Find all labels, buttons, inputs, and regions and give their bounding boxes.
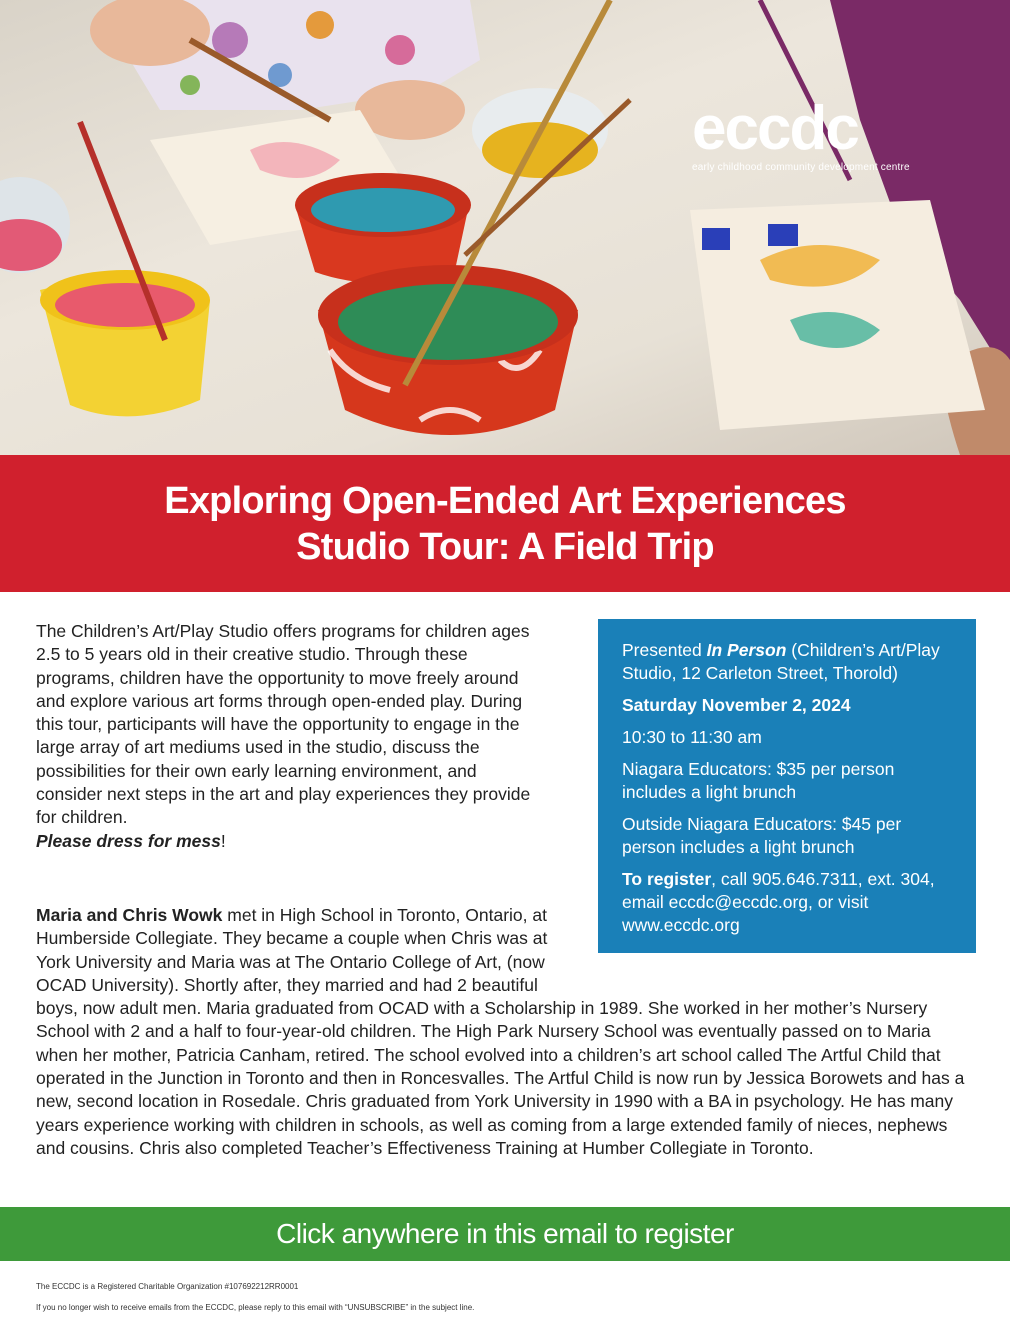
outside-price: Outside Niagara Educators: $45 per person includes a light brunch: [622, 814, 902, 857]
intro-emphasis-end: !: [220, 830, 226, 851]
bio-body: met in High School in Toronto, Ontario, at Humberside Collegiate. They became a couple when Chris was at York University and Maria was at The Ontario College of Art, (now OCAD University). Shortly after, they married and had 2 beautiful boys, now adult men. Maria graduated from OCAD with a Scholarship in 1989. She worked in her mother’s Nursery School with 2 and a half to four-year-old children. The High Park Nursery School was eventually passed on to Maria when her mother, Patricia Canham, retired. The school evolved into a children’s art school called The Artful Child that operated in the Junction in Toronto and then in Roncesvalles. The Artful Child is now run by Jessica Borowets and has a new, second location in Rosedale. Chris graduated from York University in 1990 with a BA in psychology. He has many years experience working with children in schools, as well as coming from a large extended family of nieces, nephews and cousins. Chris also completed Teacher’s Effectiveness Training at Humber Collegiate in Toronto.: [36, 905, 965, 1158]
bio-float-spacer: [566, 904, 966, 974]
event-info-box: [598, 619, 976, 953]
hero-illustration: [0, 0, 1010, 455]
presented-line: [622, 639, 958, 685]
presented-location: (Children’s Art/Play Studio, 12 Carleton Street, Thorold): [622, 640, 940, 683]
title-line-1: Exploring Open-Ended Art Experiences: [164, 479, 846, 522]
niagara-price: Niagara Educators: $35 per person includes a light brunch: [622, 759, 895, 802]
title-banner: [0, 455, 1010, 592]
logo-wordmark: eccdc: [692, 94, 858, 163]
presenter-bio: [36, 904, 966, 1160]
event-time: 10:30 to 11:30 am: [622, 727, 762, 747]
footer: [36, 1281, 474, 1323]
eccdc-logo: [692, 94, 910, 173]
register-text: , call 905.646.7311, ext. 304, email eccdc@eccdc.org, or visit www.eccdc.org: [622, 869, 935, 935]
presented-prefix: Presented: [622, 640, 707, 660]
event-date-text: Saturday November 2, 2024: [622, 695, 851, 715]
presenter-names: Maria and Chris Wowk: [36, 905, 223, 925]
intro-paragraph: [36, 620, 546, 853]
unsubscribe-notice: If you no longer wish to receive emails from the ECCDC, please reply to this email with “UNSUBSCRIBE” in the subject line.: [36, 1303, 475, 1312]
intro-body: The Children’s Art/Play Studio offers programs for children ages 2.5 to 5 years old in their creative studio. Through these programs, children have the opportunity to move freely around and explore various art forms through open-ended play. During this tour, participants will have the opportunity to engage in the large array of art mediums used in the studio, discuss the possibilities for their own early learning environment, and consider next steps in the art and play experiences they provide for children.: [36, 621, 531, 828]
presented-mode: In Person: [706, 640, 787, 660]
intro-emphasis: Please dress for mess: [36, 830, 221, 851]
event-date: [622, 694, 958, 717]
register-label: To register: [622, 869, 712, 889]
logo-subtitle: early childhood community development centre: [692, 162, 910, 173]
charity-notice: The ECCDC is a Registered Charitable Organization #107692212RR0001: [36, 1282, 299, 1291]
title-line-2: Studio Tour: A Field Trip: [296, 525, 714, 568]
register-cta-button[interactable]: Click anywhere in this email to register: [0, 1207, 1010, 1261]
hero-photo: [0, 0, 1010, 455]
